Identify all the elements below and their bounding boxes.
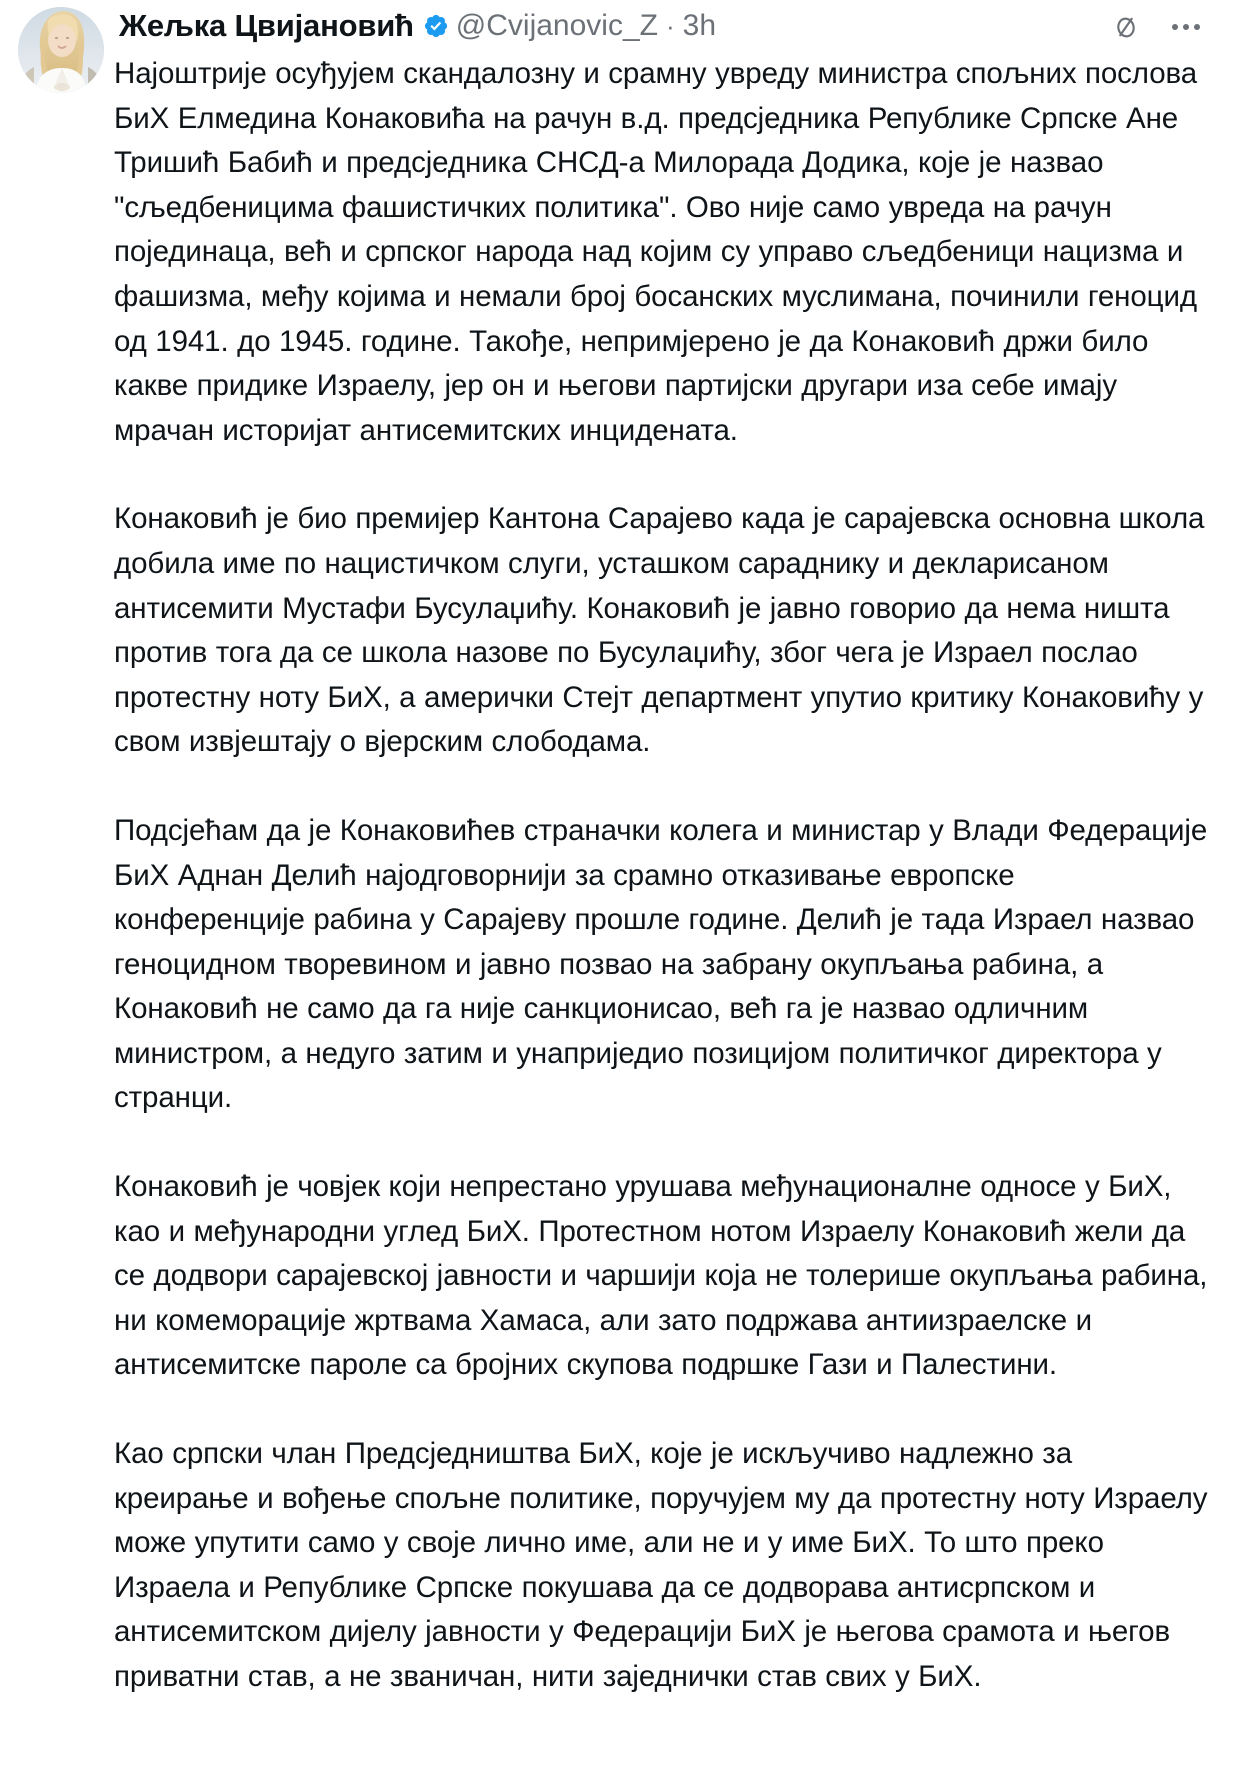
author-display-name[interactable]: Жељка Цвијановић bbox=[119, 8, 414, 43]
ellipsis-dot bbox=[1183, 24, 1189, 30]
grok-slashed-circle-icon[interactable] bbox=[1109, 10, 1143, 44]
tweet-paragraph-3: Подсјећам да је Конаковићев страначки колега и министар у Влади Федерације БиХ Аднан Делић најодговорнији за срамно отказивање европске конференције рабина у Сарајеву прошле године. Делић је тада Израел назвао геноцидном творевином и јавно позвао на забрану окупљања рабина, а Конаковић не само да га није санкционисао, већ га је назвао одличним министром, а недуго затим и унаприједио позицијом политичког директора у странци. bbox=[114, 813, 1216, 1115]
tweet-paragraph-1: Најоштрије осуђујем скандалозну и срамну увреду министра спољних послова БиХ Елмедина Конаковића на рачун в.д. предсједника Републике Српске Ане Тришић Бабић и предсједника СНСД-а Милорада Додика, које је назвао "сљедбеницима фашистичких политика". Ово није само увреда на рачун појединаца, већ и српског народа над којим су управо сљедбеници нацизма и фашизма, међу којима и немали број босанских муслимана, починили геноцид од 1941. до 1945. године. Такође, непримјерено је да Конаковић држи било какве придике Израелу, јер он и његови партијски другари иза себе имају мрачан историјат антисемитских инцидената. bbox=[114, 57, 1206, 447]
ellipsis-dot bbox=[1194, 24, 1200, 30]
tweet-header bbox=[14, 6, 1221, 50]
ellipsis-dot bbox=[1172, 24, 1178, 30]
post-timestamp[interactable]: 3h bbox=[682, 9, 717, 42]
more-options-ellipsis-icon[interactable] bbox=[1169, 10, 1203, 44]
author-handle[interactable]: @Cvijanovic_Z bbox=[455, 9, 658, 42]
avatar[interactable] bbox=[18, 7, 104, 93]
tweet-paragraph-5: Као српски члан Предсједништва БиХ, које је искључиво надлежно за креирање и вођење спољне политике, поручујем му да протестну ноту Израелу може упутити само у своје лично име, али не и у име БиХ. То што преко Израела и Републике Српске покушава да се додворава антисрпском и антисемитском дијелу јавности у Федерацији БиХ је његова срамота и његов приватни став, а не званичан, нити заједнички став свих у БиХ. bbox=[114, 1437, 1216, 1693]
tweet-paragraph-4: Конаковић је човјек који непрестано урушава међунационалне односе у БиХ, као и међународни углед БиХ. Протестном нотом Израелу Конаковић жели да се додвори сарајевској јавности и чаршији која не толерише окупљања рабина, ни комеморације жртвама Хамаса, али зато подржава антиизраелске и антисемитске пароле са бројних скупова подршке Гази и Палестини. bbox=[114, 1170, 1216, 1382]
tweet-paragraph-2: Конаковић је био премијер Кантона Сарајево када је сарајевска основна школа добила име по нацистичком слуги, усташком сараднику и декларисаном антисемити Мустафи Бусулаџићу. Конаковић је јавно говорио да нема ништа против тога да се школа назове по Бусулаџићу, због чега је Израел послао протестну ноту БиХ, а амерички Стејт департмент упутио критику Конаковићу у свом извјештају о вјерским слободама. bbox=[114, 502, 1213, 759]
tweet-text-body bbox=[14, 50, 1221, 1700]
verified-check-icon bbox=[423, 13, 449, 39]
metadata-separator: · bbox=[665, 10, 675, 41]
post-actions bbox=[1109, 6, 1221, 44]
author-identity[interactable] bbox=[119, 6, 1096, 44]
ellipsis-dots bbox=[1172, 24, 1200, 30]
